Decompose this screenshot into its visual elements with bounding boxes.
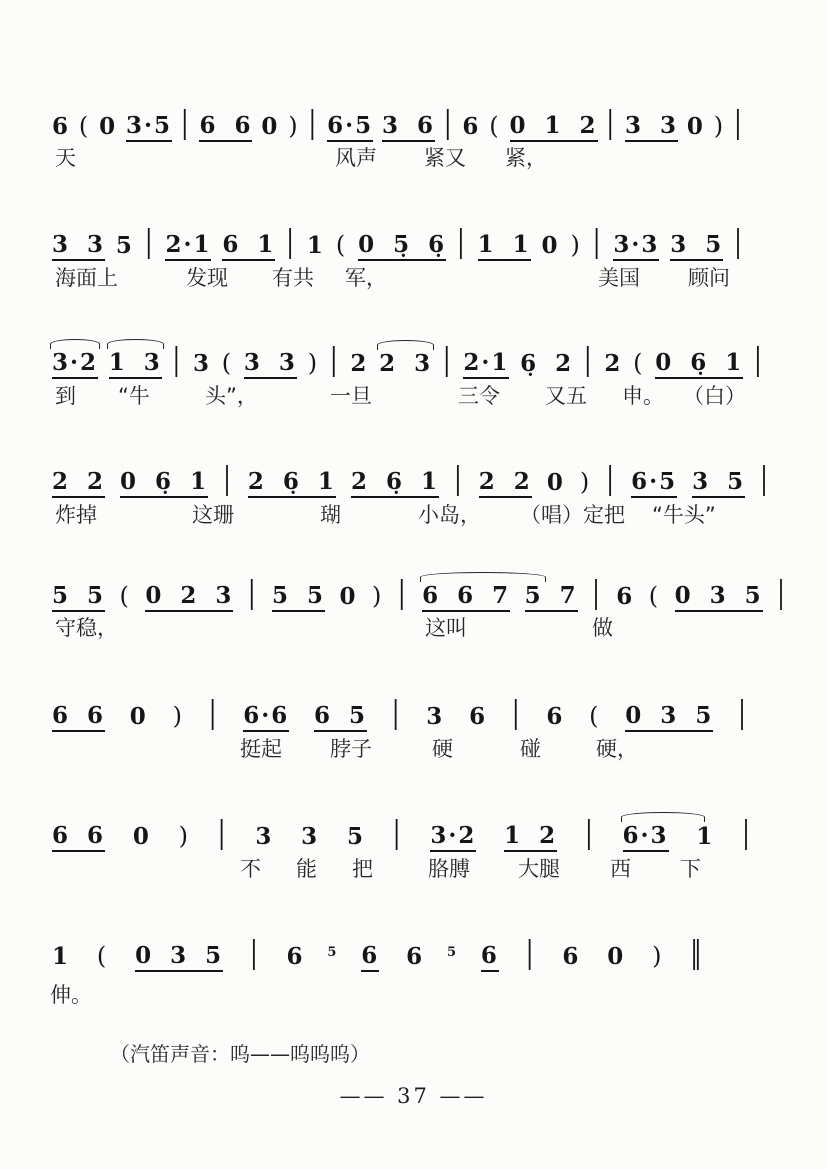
note-group: 3 3: [625, 114, 678, 142]
lyric-text: 不: [240, 857, 261, 881]
note-group: 3 3: [244, 351, 297, 379]
lyric-text: 做: [592, 616, 613, 640]
lyric-text: 伸。: [50, 983, 92, 1007]
lyric-text: 能: [296, 857, 317, 881]
note-group: 0 2 3: [145, 584, 233, 612]
lyric-text: （唱）定把: [520, 503, 625, 527]
note-group: 5: [346, 823, 365, 850]
note-group: 0 6̣ 1: [120, 470, 208, 498]
bar-line: |: [592, 224, 603, 260]
parenthesis: (: [633, 349, 645, 377]
note-group: 6 6: [199, 114, 252, 142]
note-group: 6: [406, 943, 425, 970]
bar-line: |: [511, 695, 522, 731]
note-group: 6: [361, 944, 379, 972]
final-bar-line: ‖: [690, 935, 704, 971]
lyric-text: 炸掉: [55, 503, 97, 527]
lyric-text: 脖子: [330, 737, 372, 761]
parenthesis: ): [307, 349, 320, 377]
bar-line: |: [606, 461, 617, 497]
bar-line: |: [734, 105, 744, 141]
lyric-text: 下: [680, 857, 701, 881]
note-group: 0 3 5: [675, 584, 763, 612]
bar-line: |: [208, 695, 219, 731]
lyric-text: 守稳，: [55, 616, 118, 640]
page-number: —— 37 ——: [339, 1084, 488, 1108]
note-group: 1 2: [504, 824, 557, 852]
bar-line: |: [606, 105, 617, 141]
lyric-text: 大腿: [518, 857, 560, 881]
note-group: 6: [469, 703, 488, 730]
bar-line: |: [525, 935, 536, 971]
parenthesis: (: [221, 349, 234, 377]
bar-line: |: [760, 461, 770, 497]
stage-direction-text: （汽笛声音：呜——呜呜呜）: [110, 1042, 370, 1066]
bar-line: |: [391, 695, 402, 731]
parenthesis: ): [570, 231, 582, 259]
note-group: 0: [132, 823, 151, 850]
note-group: 2 2: [52, 470, 105, 498]
note-group: 3 3: [52, 233, 105, 261]
note-group: 3·3: [613, 233, 659, 261]
lyric-text: 小岛，: [418, 503, 481, 527]
note-group: 0: [546, 469, 565, 496]
note-group: 0 1 2: [510, 114, 598, 142]
lyric-text: 天: [55, 146, 76, 170]
note-group: 0: [99, 113, 118, 140]
note-group: 3·5: [126, 114, 172, 142]
lyric-text: 有共: [272, 266, 314, 290]
lyric-line-5: [0, 616, 827, 646]
lyric-text: 硬，: [596, 737, 638, 761]
note-group: 6: [616, 583, 635, 610]
lyric-text: 到: [55, 384, 76, 408]
note-group: 2 2: [479, 470, 532, 498]
lyric-text: 三令: [458, 384, 500, 408]
lyric-text: 又五: [545, 384, 587, 408]
bar-line: |: [742, 815, 752, 851]
bar-line: |: [180, 105, 191, 141]
lyric-text: “牛: [118, 384, 150, 408]
music-line-4: [52, 452, 770, 498]
parenthesis: ): [288, 112, 300, 140]
lyric-text: （白）: [683, 384, 746, 408]
note-group: 2: [604, 350, 623, 377]
lyric-text: 挺起: [240, 737, 282, 761]
note-group: 6: [462, 113, 481, 140]
parenthesis: ): [372, 582, 384, 610]
bar-line: |: [583, 342, 594, 378]
note-group: 0 3 5: [135, 944, 223, 972]
lyric-text: 风声: [335, 146, 377, 170]
note-group: 1 3: [109, 351, 162, 379]
lyric-text: 军，: [345, 266, 387, 290]
lyric-text: 紧又: [424, 146, 466, 170]
bar-line: |: [392, 815, 403, 851]
note-group: 3: [255, 823, 274, 850]
note-group: 6̣ 2: [520, 350, 574, 377]
note-group: 6: [481, 944, 499, 972]
bar-line: |: [454, 461, 464, 497]
bar-line: |: [247, 575, 258, 611]
bar-line: |: [217, 815, 228, 851]
bar-line: |: [223, 461, 233, 497]
note-group: 3 5: [670, 233, 723, 261]
music-line-6: [52, 686, 748, 732]
note-group: 6 5: [314, 704, 367, 732]
note-group: 6: [562, 943, 581, 970]
bar-line: |: [457, 224, 467, 260]
note-group: 5 7: [525, 584, 578, 612]
lyric-text: 硬: [432, 737, 453, 761]
lyric-line-3: [0, 384, 827, 414]
lyric-line-6: [0, 737, 827, 767]
note-group: 6 6: [52, 824, 105, 852]
lyric-text: 顾问: [688, 266, 730, 290]
note-group: 2·1: [165, 233, 211, 261]
note-group: 2 6̣ 1: [351, 470, 439, 498]
bar-line: |: [734, 224, 744, 260]
note-group: 3: [193, 350, 212, 377]
note-group: 6 6 7: [422, 584, 510, 612]
note-group: 6·6: [243, 704, 289, 732]
note-group: 3 5: [692, 470, 745, 498]
note-group: 3·2: [52, 351, 98, 379]
parenthesis: ): [172, 702, 184, 730]
note-group: 2: [350, 350, 369, 377]
note-group: 6·5: [631, 470, 677, 498]
note-group: 5 5: [272, 584, 325, 612]
parenthesis: (: [648, 582, 661, 610]
note-group: 1: [306, 232, 325, 259]
lyric-text: 紧，: [505, 146, 547, 170]
lyric-text: 瑚: [320, 503, 341, 527]
lyric-text: 这叫: [425, 616, 467, 640]
lyric-text: 胳膊: [428, 857, 470, 881]
note-group: 0: [541, 232, 560, 259]
music-line-7: [52, 806, 752, 852]
music-line-5: [52, 566, 787, 612]
lyric-text: 头”，: [205, 384, 258, 408]
lyric-line-7: [0, 857, 827, 887]
note-group: 2 6̣ 1: [248, 470, 336, 498]
note-group: 1: [696, 823, 715, 850]
lyric-text: 西: [610, 857, 631, 881]
note-group: 6: [546, 703, 565, 730]
lyric-text: 碰: [520, 737, 541, 761]
bar-line: |: [286, 224, 297, 260]
lyric-text: 海面上: [55, 266, 118, 290]
grace-note: 5: [447, 945, 459, 960]
lyric-text: “牛头”: [652, 503, 716, 527]
parenthesis: (: [96, 942, 109, 970]
note-group: 0: [607, 943, 626, 970]
parenthesis: ): [713, 112, 726, 140]
note-group: 0 3 5: [625, 704, 713, 732]
bar-line: |: [442, 342, 453, 378]
note-group: 6 1: [222, 233, 275, 261]
note-group: 2 3: [379, 350, 433, 377]
note-group: 3: [301, 823, 320, 850]
note-group: 1 1: [478, 233, 531, 261]
note-group: 5: [115, 232, 134, 259]
bar-line: |: [308, 105, 319, 141]
music-line-3: [52, 333, 764, 379]
bar-line: |: [738, 695, 748, 731]
lyric-text: 一旦: [330, 384, 372, 408]
bar-line: |: [397, 575, 408, 611]
note-group: 3: [426, 703, 445, 730]
music-line-2: [52, 215, 744, 261]
bar-line: |: [172, 342, 183, 378]
note-group: 0: [686, 113, 705, 140]
lyric-line-2: [0, 266, 827, 296]
note-group: 0 6̣ 1: [655, 351, 743, 379]
note-group: 0 5̣ 6̣: [358, 233, 446, 261]
lyric-line-1: [0, 146, 827, 176]
lyric-text: 发现: [186, 266, 228, 290]
lyric-line-4: [0, 503, 827, 533]
parenthesis: (: [335, 231, 348, 259]
note-group: 1: [52, 943, 71, 970]
bar-line: |: [144, 224, 155, 260]
bar-line: |: [754, 342, 764, 378]
note-group: 6·3: [623, 824, 669, 852]
parenthesis: (: [78, 112, 91, 140]
grace-note: 5: [327, 945, 339, 960]
music-line-8: [52, 926, 704, 972]
parenthesis: ): [178, 822, 190, 850]
bar-line: |: [777, 575, 787, 611]
lyric-line-8: [0, 983, 827, 1013]
bar-line: |: [592, 575, 602, 611]
note-group: 3 6: [382, 114, 435, 142]
note-group: 5 5: [52, 584, 105, 612]
parenthesis: (: [589, 702, 601, 730]
music-line-1: [52, 96, 744, 142]
parenthesis: ): [579, 468, 592, 496]
note-group: 2·1: [463, 351, 509, 379]
note-group: 0: [129, 703, 148, 730]
note-group: 6·5: [327, 114, 373, 142]
note-group: 3·2: [430, 824, 476, 852]
lyric-text: 这珊: [192, 503, 234, 527]
lyric-text: 把: [352, 857, 373, 881]
note-group: 0: [339, 583, 358, 610]
parenthesis: (: [119, 582, 131, 610]
note-group: 6 6: [52, 704, 105, 732]
lyric-text: 申。: [622, 384, 664, 408]
lyric-text: 美国: [598, 266, 640, 290]
bar-line: |: [249, 935, 260, 971]
bar-line: |: [584, 815, 595, 851]
note-group: 0: [261, 113, 280, 140]
parenthesis: ): [652, 942, 664, 970]
note-group: 6: [52, 113, 71, 140]
bar-line: |: [329, 342, 340, 378]
parenthesis: (: [489, 112, 501, 140]
bar-line: |: [443, 105, 454, 141]
note-group: 6: [286, 943, 305, 970]
